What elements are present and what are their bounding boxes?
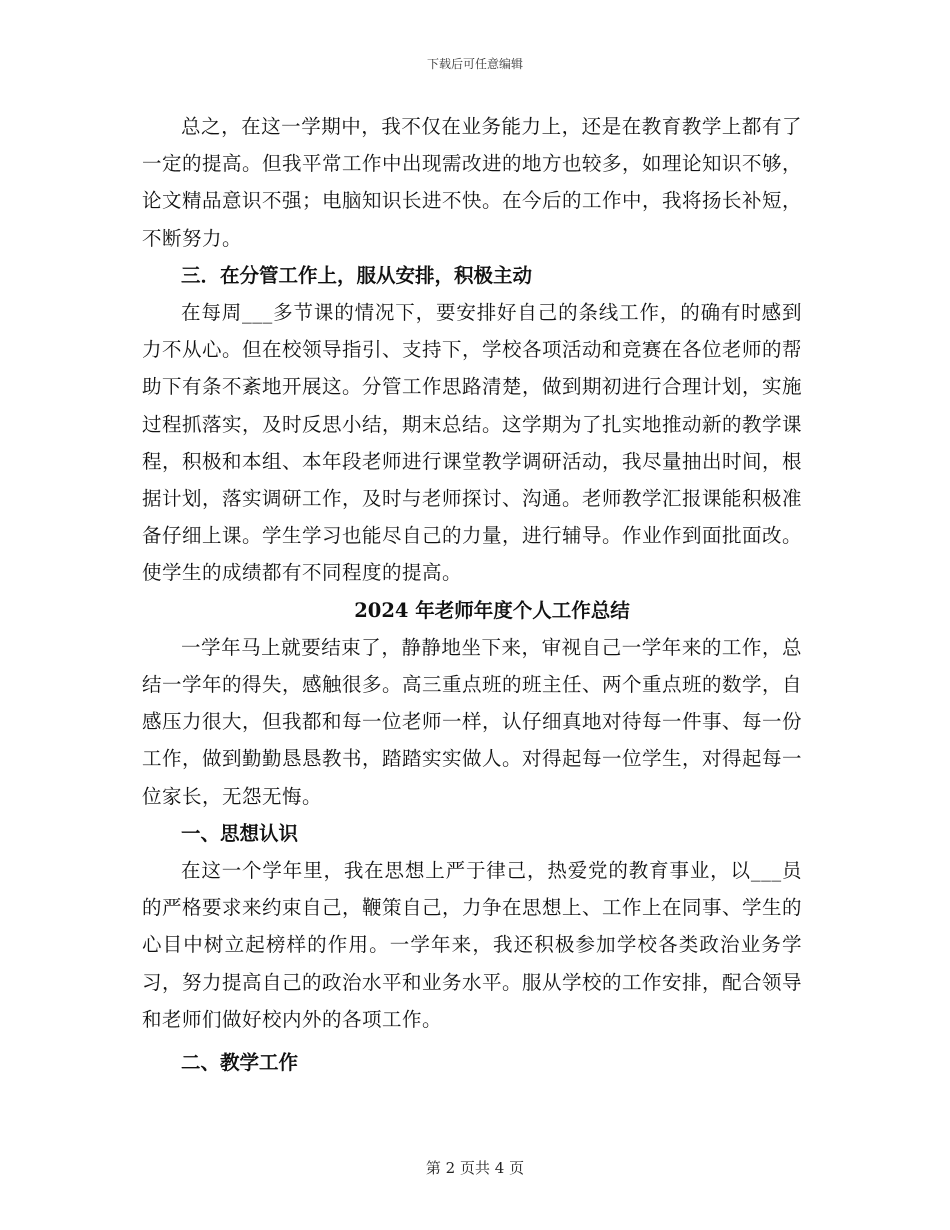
- paragraph-intro: 一学年马上就要结束了，静静地坐下来，审视自己一学年来的工作，总结一学年的得失，感触很多。高三重点班的班主任、两个重点班的数学，自感压力很大，但我都和每一位老师一样，认仔细真地对待每一件事、每一份工作，做到勤勤恳恳教书，踏踏实实做人。对得起每一位学生，对得起每一位家长，无怨无悔。: [142, 635, 803, 808]
- paragraph-management: 在每周___多节课的情况下，要安排好自己的条线工作，的确有时感到力不从心。但在校领导指引、支持下，学校各项活动和竞赛在各位老师的帮助下有条不紊地开展这。分管工作思路清楚，做到期初进行合理计划，实施过程抓落实，及时反思小结，期末总结。这学期为了扎实地推动新的教学课程，积极和本组、本年段老师进行课堂教学调研活动，我尽量抽出时间，根据计划，落实调研工作，及时与老师探讨、沟通。老师教学汇报课能积极准备仔细上课。学生学习也能尽自己的力量，进行辅导。作业作到面批面改。使学生的成绩都有不同程度的提高。: [142, 301, 803, 585]
- document-title: 2024 年老师年度个人工作总结: [354, 598, 630, 622]
- document-body: [142, 108, 802, 1081]
- section-heading-2: 二、教学工作: [181, 1051, 299, 1075]
- page-header: 下载后可任意编辑: [426, 57, 523, 71]
- page-footer: 第 2 页共 4 页: [425, 1159, 525, 1177]
- section-heading-3: 三．在分管工作上，服从安排，积极主动: [181, 263, 533, 287]
- paragraph-summary: 总之，在这一学期中，我不仅在业务能力上，还是在教育教学上都有了一定的提高。但我平常工作中出现需改进的地方也较多，如理论知识不够，论文精品意识不强；电脑知识长进不快。在今后的工作中，我将扬长补短，不断努力。: [142, 115, 803, 250]
- section-heading-1: 一、思想认识: [181, 821, 299, 845]
- paragraph-ideology: 在这一个学年里，我在思想上严于律己，热爱党的教育事业，以___员的严格要求来约束自己，鞭策自己，力争在思想上、工作上在同事、学生的心目中树立起榜样的作用。一学年来，我还积极参加学校各类政治业务学习，努力提高自己的政治水平和业务水平。服从学校的工作安排，配合领导和老师们做好校内外的各项工作。: [142, 859, 803, 1031]
